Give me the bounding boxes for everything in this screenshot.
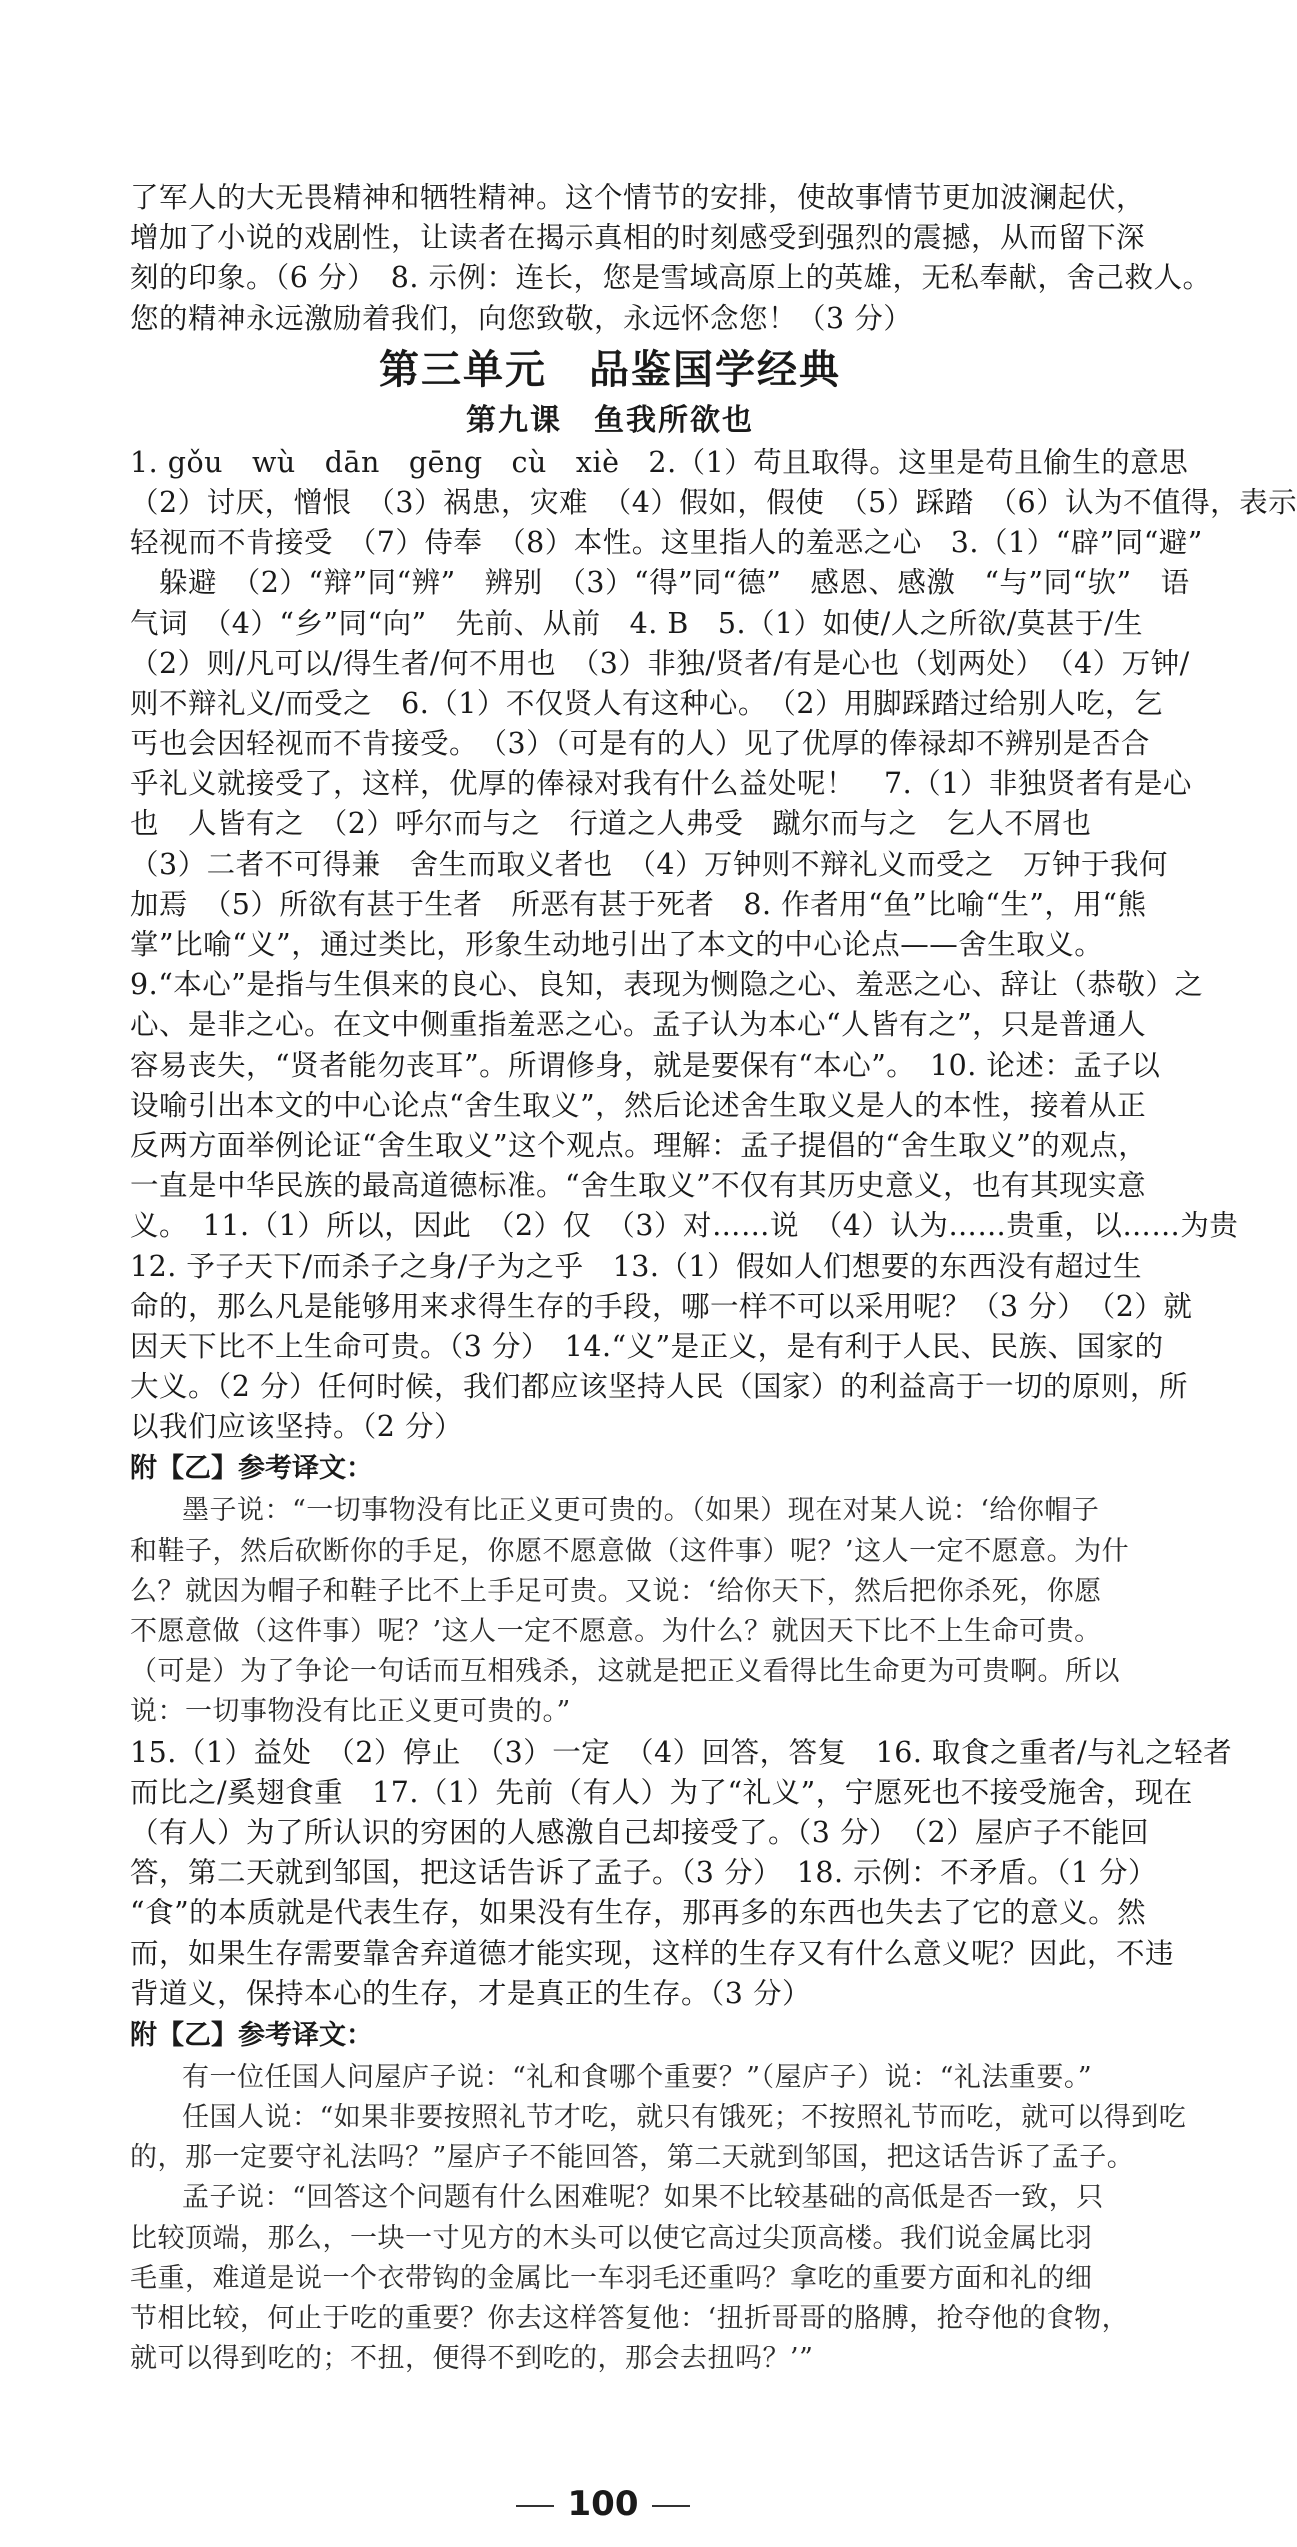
text-line: 以我们应该坚持。（2 分） <box>130 1410 463 1444</box>
text-line: 轻视而不肯接受 （7）侍奉 （8）本性。这里指人的羞恶之心 3.（1）“辟”同“避” <box>130 526 1203 560</box>
answers-section-a <box>130 443 1297 1448</box>
text-line: 刻的印象。（6 分） 8. 示例：连长，您是雪域高原上的英雄，无私奉献，舍己救人。 <box>130 261 1212 295</box>
text-line: 加焉 （5）所欲有甚于生者 所恶有甚于死者 8. 作者用“鱼”比喻“生”，用“熊 <box>130 887 1147 921</box>
text-line: 丐也会因轻视而不肯接受。 （3）（可是有的人）见了优厚的俸禄却不辨别是否合 <box>130 727 1150 761</box>
lesson-title: 第九课 鱼我所欲也 <box>466 402 754 438</box>
text-line: 增加了小说的戏剧性，让读者在揭示真相的时刻感受到强烈的震撼，从而留下深 <box>130 221 1146 255</box>
text-line: “食”的本质就是代表生存，如果没有生存，那再多的东西也失去了它的意义。然 <box>130 1896 1147 1930</box>
intro-paragraph <box>130 178 1212 339</box>
text-line: （2）讨厌，憎恨 （3）祸患，灾难 （4）假如，假使 （5）踩踏 （6）认为不值得，表示 <box>130 485 1297 519</box>
text-line: 则不辩礼义/而受之 6.（1）不仅贤人有这种心。 （2）用脚踩踏过给别人吃，乞 <box>130 686 1164 720</box>
text-line: 不愿意做（这件事）呢？’这人一定不愿意。为什么？就因天下比不上生命可贵。 <box>130 1616 1102 1647</box>
text-line: （3）二者不可得兼 舍生而取义者也 （4）万钟则不辩礼义而受之 万钟于我何 <box>130 847 1169 881</box>
divider <box>516 2505 554 2507</box>
text-line: （2）则/凡可以/得生者/何不用也 （3）非独/贤者/有是心也（划两处） （4）万钟/ <box>130 646 1190 680</box>
text-line: 也 人皆有之 （2）呼尔而与之 行道之人弗受 蹴尔而与之 乞人不屑也 <box>130 807 1092 841</box>
text-line: 9.“本心”是指与生俱来的良心、良知，表现为恻隐之心、羞恶之心、辞让（恭敬）之 <box>130 968 1204 1002</box>
text-line: （可是）为了争论一句话而互相残杀，这就是把正义看得比生命更为可贵啊。所以 <box>130 1656 1120 1688</box>
text-line: 和鞋子，然后砍断你的手足，你愿不愿意做（这件事）呢？’这人一定不愿意。为什 <box>130 1535 1130 1567</box>
text-line: 毛重，难道是说一个衣带钩的金属比一车羽毛还重吗？拿吃的重要方面和礼的细 <box>130 2262 1093 2294</box>
text-line: 15.（1）益处 （2）停止 （3）一定 （4）回答，答复 16. 取食之重者/与礼之轻者 <box>130 1735 1233 1769</box>
text-line: 么？就因为帽子和鞋子比不上手足可贵。又说：‘给你天下，然后把你杀死，你愿 <box>130 1575 1102 1607</box>
text-line: 答，第二天就到邹国，把这话告诉了孟子。（3 分） 18. 示例：不矛盾。（1 分） <box>130 1856 1158 1890</box>
text-line: （有人）为了所认识的穷困的人感激自己却接受了。（3 分） （2）屋庐子不能回 <box>130 1815 1150 1849</box>
translation-passage-1 <box>130 1491 1130 1732</box>
text-line: 一直是中华民族的最高道德标准。“舍生取义”不仅有其历史意义，也有其现实意 <box>130 1169 1147 1203</box>
text-line: 掌”比喻“义”，通过类比，形象生动地引出了本文的中心论点——舍生取义。 <box>130 928 1104 961</box>
divider <box>652 2505 690 2507</box>
text-line: 命的，那么凡是能够用来求得生存的手段，哪一样不可以采用呢？（3 分） （2）就 <box>130 1289 1193 1323</box>
page-content <box>130 178 1297 2379</box>
text-line: 躲避 （2）“辩”同“辨” 辨别 （3）“得”同“德” 感恩、感激 “与”同“欤” 语 <box>130 566 1190 600</box>
text-line: 12. 予子天下/而杀子之身/子为之乎 13.（1）假如人们想要的东西没有超过生 <box>130 1249 1143 1283</box>
text-line: 而比之/奚翅食重 17.（1）先前（有人）为了“礼义”，宁愿死也不接受施舍，现在 <box>130 1775 1193 1809</box>
text-line: 义。 11.（1）所以，因此 （2）仅 （3）对……说 （4）认为……贵重，以……为贵 <box>130 1209 1239 1243</box>
text-line: 孟子说：“回答这个问题有什么困难呢？如果不比较基础的高低是否一致，只 <box>182 2182 1104 2214</box>
text-line: 了军人的大无畏精神和牺牲精神。这个情节的安排，使故事情节更加波澜起伏， <box>130 181 1146 214</box>
text-line: 1. gǒu wù dān gēng cù xiè 2.（1）苟且取得。这里是苟且偷生的意思 <box>130 445 1189 479</box>
text-line: 墨子说：“一切事物没有比正义更可贵的。（如果）现在对某人说：‘给你帽子 <box>182 1495 1100 1527</box>
text-line: 说：一切事物没有比正义更可贵的。” <box>130 1696 571 1728</box>
text-line: 乎礼义就接受了，这样，优厚的俸禄对我有什么益处呢！ 7.（1）非独贤者有是心 <box>130 767 1192 801</box>
answers-section-b <box>130 1733 1233 2014</box>
text-line: 设喻引出本文的中心论点“舍生取义”，然后论述舍生取义是人的本性，接着从正 <box>130 1088 1147 1122</box>
text-line: 而，如果生存需要靠舍弃道德才能实现，这样的生存又有什么意义呢？因此，不违 <box>130 1936 1175 1970</box>
page-number-value: 100 <box>567 2484 639 2524</box>
text-line: 反两方面举例论证“舍生取义”这个观点。理解：孟子提倡的“舍生取义”的观点， <box>130 1128 1148 1162</box>
text-line: 背道义，保持本心的生存，才是真正的生存。（3 分） <box>130 1976 811 2010</box>
translation-passage-2 <box>130 2058 1187 2380</box>
text-line: 容易丧失，“贤者能勿丧耳”。所谓修身，就是要保有“本心”。 10. 论述：孟子以 <box>130 1048 1161 1082</box>
unit-title: 第三单元 品鉴国学经典 <box>379 346 841 393</box>
page-number <box>0 2484 1206 2524</box>
text-line: 心、是非之心。在文中侧重指羞恶之心。孟子认为本心“人皆有之”，只是普通人 <box>130 1008 1147 1042</box>
text-line: 节相比较，何止于吃的重要？你去这样答复他：‘扭折哥哥的胳膊，抢夺他的食物， <box>130 2303 1130 2334</box>
text-line: 任国人说：“如果非要按照礼节才吃，就只有饿死；不按照礼节而吃，就可以得到吃 <box>182 2102 1187 2134</box>
text-line: 有一位任国人问屋庐子说：“礼和食哪个重要？”（屋庐子）说：“礼法重要。” <box>182 2061 1093 2093</box>
text-line: 就可以得到吃的；不扭，便得不到吃的，那会去扭吗？’” <box>130 2343 814 2375</box>
appendix-heading: 附【乙】参考译文： <box>130 2019 373 2051</box>
text-line: 大义。（2 分）任何时候，我们都应该坚持人民（国家）的利益高于一切的原则，所 <box>130 1370 1188 1404</box>
text-line: 比较顶端，那么，一块一寸见方的木头可以使它高过尖顶高楼。我们说金属比羽 <box>130 2222 1093 2254</box>
text-line: 的，那一定要守礼法吗？”屋庐子不能回答，第二天就到邹国，把这话告诉了孟子。 <box>130 2142 1135 2174</box>
text-line: 因天下比不上生命可贵。（3 分） 14.“义”是正义，是有利于人民、民族、国家的 <box>130 1329 1164 1363</box>
text-line: 气词 （4）“乡”同“向” 先前、从前 4. B 5.（1）如使/人之所欲/莫甚于/生 <box>130 606 1143 640</box>
text-line: 您的精神永远激励着我们，向您致敬，永远怀念您！（3 分） <box>130 301 913 335</box>
appendix-heading: 附【乙】参考译文： <box>130 1453 373 1485</box>
